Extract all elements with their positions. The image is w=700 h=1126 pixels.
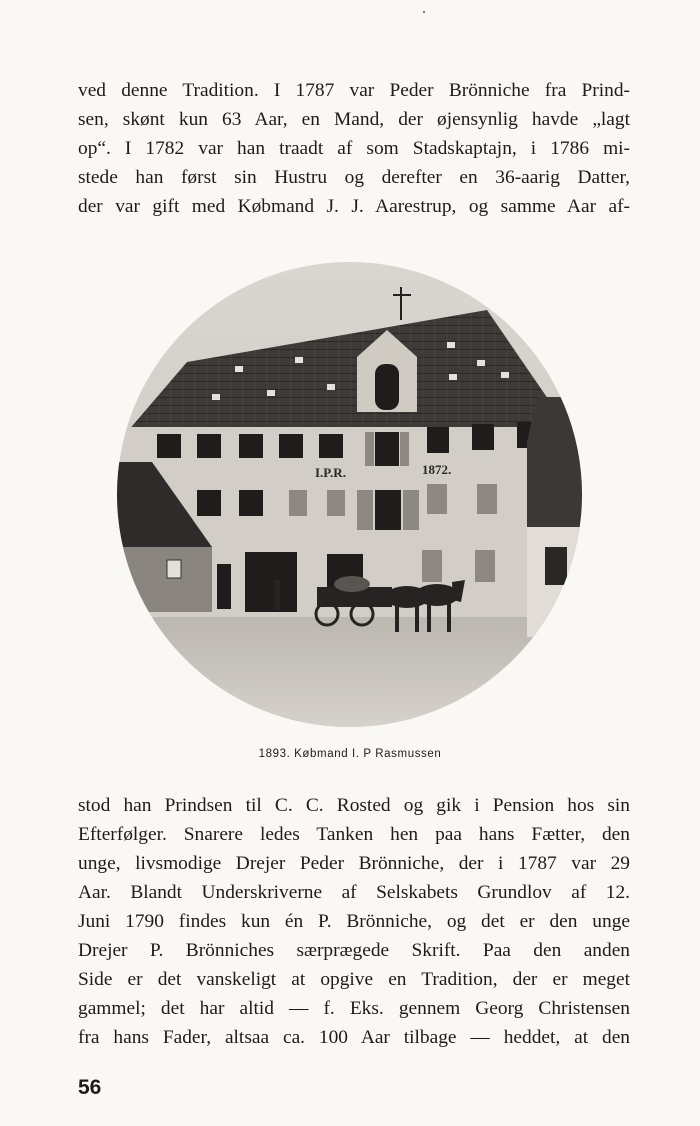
- paragraph-top: [78, 76, 630, 221]
- building-photo-illustration: [117, 262, 582, 727]
- text-line: Aar. Blandt Underskriverne af Selskabets Grundlov af 12.: [78, 882, 630, 903]
- text-line: der var gift med Købmand J. J. Aarestrup, og samme Aar af-: [78, 196, 630, 217]
- text-line: Juni 1790 findes kun én P. Brönniche, og det er den unge: [78, 911, 630, 932]
- text-line: Drejer P. Brönniches særprægede Skrift. Paa den anden: [78, 940, 630, 961]
- text-line: stod han Prindsen til C. C. Rosted og gik i Pension hos sin: [78, 795, 630, 816]
- text-line: Side er det vanskeligt at opgive en Tradition, der er meget: [78, 969, 630, 990]
- circular-photograph: [117, 262, 582, 727]
- text-line: gammel; det har altid — f. Eks. gennem Georg Christensen: [78, 998, 630, 1019]
- figure-caption: 1893. Købmand I. P Rasmussen: [258, 748, 442, 760]
- text-line: op“. I 1782 var han traadt af som Stadskaptajn, i 1786 mi-: [78, 138, 630, 159]
- text-line: ved denne Tradition. I 1787 var Peder Brönniche fra Prind-: [78, 80, 630, 101]
- text-line: fra hans Fader, altsaa ca. 100 Aar tilbage — heddet, at den: [78, 1027, 630, 1048]
- facade-inscription-right: 1872.: [422, 462, 452, 477]
- page-number: 56: [78, 1076, 102, 1099]
- facade-inscription-left: I.P.R.: [315, 465, 346, 480]
- text-line: sen, skønt kun 63 Aar, en Mand, der øjensynlig havde „lagt: [78, 109, 630, 130]
- text-line: Efterfølger. Snarere ledes Tanken hen paa hans Fætter, den: [78, 824, 630, 845]
- text-line: stede han først sin Hustru og derefter en 36-aarig Datter,: [78, 167, 630, 188]
- print-speck: [423, 11, 425, 13]
- paragraph-bottom: [78, 791, 630, 1052]
- text-line: unge, livsmodige Drejer Peder Brönniche, der i 1787 var 29: [78, 853, 630, 874]
